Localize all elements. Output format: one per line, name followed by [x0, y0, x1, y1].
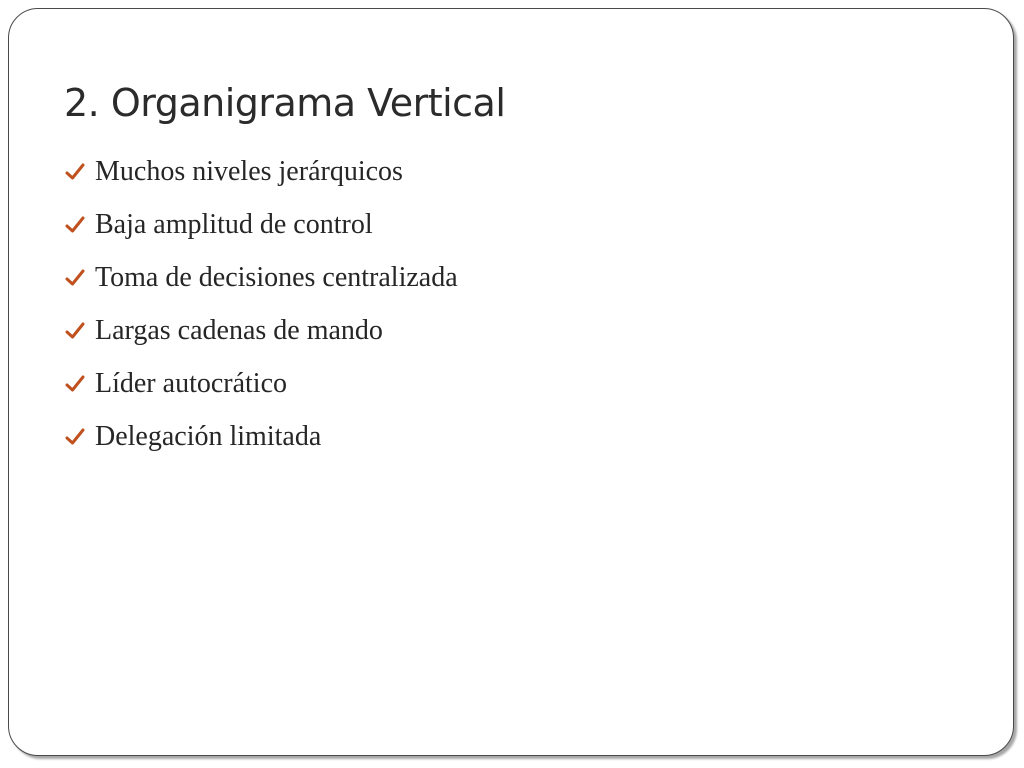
list-item — [65, 198, 458, 251]
list-item — [65, 304, 458, 357]
bullet-text: Largas cadenas de mando — [95, 314, 383, 346]
check-icon — [65, 374, 87, 394]
check-icon — [65, 215, 87, 235]
slide-frame — [8, 8, 1014, 756]
bullet-text: Toma de decisiones centralizada — [95, 261, 458, 293]
list-item — [65, 410, 458, 463]
bullet-text: Baja amplitud de control — [95, 208, 373, 240]
list-item — [65, 357, 458, 410]
slide-title: 2. Organigrama Vertical — [64, 81, 506, 125]
bullet-text: Delegación limitada — [95, 420, 322, 452]
list-item — [65, 251, 458, 304]
check-icon — [65, 321, 87, 341]
list-item — [65, 145, 458, 198]
check-icon — [65, 427, 87, 447]
check-icon — [65, 162, 87, 182]
bullet-text: Muchos niveles jerárquicos — [95, 155, 403, 187]
bullet-list — [65, 145, 458, 463]
bullet-text: Líder autocrático — [95, 367, 288, 399]
check-icon — [65, 268, 87, 288]
